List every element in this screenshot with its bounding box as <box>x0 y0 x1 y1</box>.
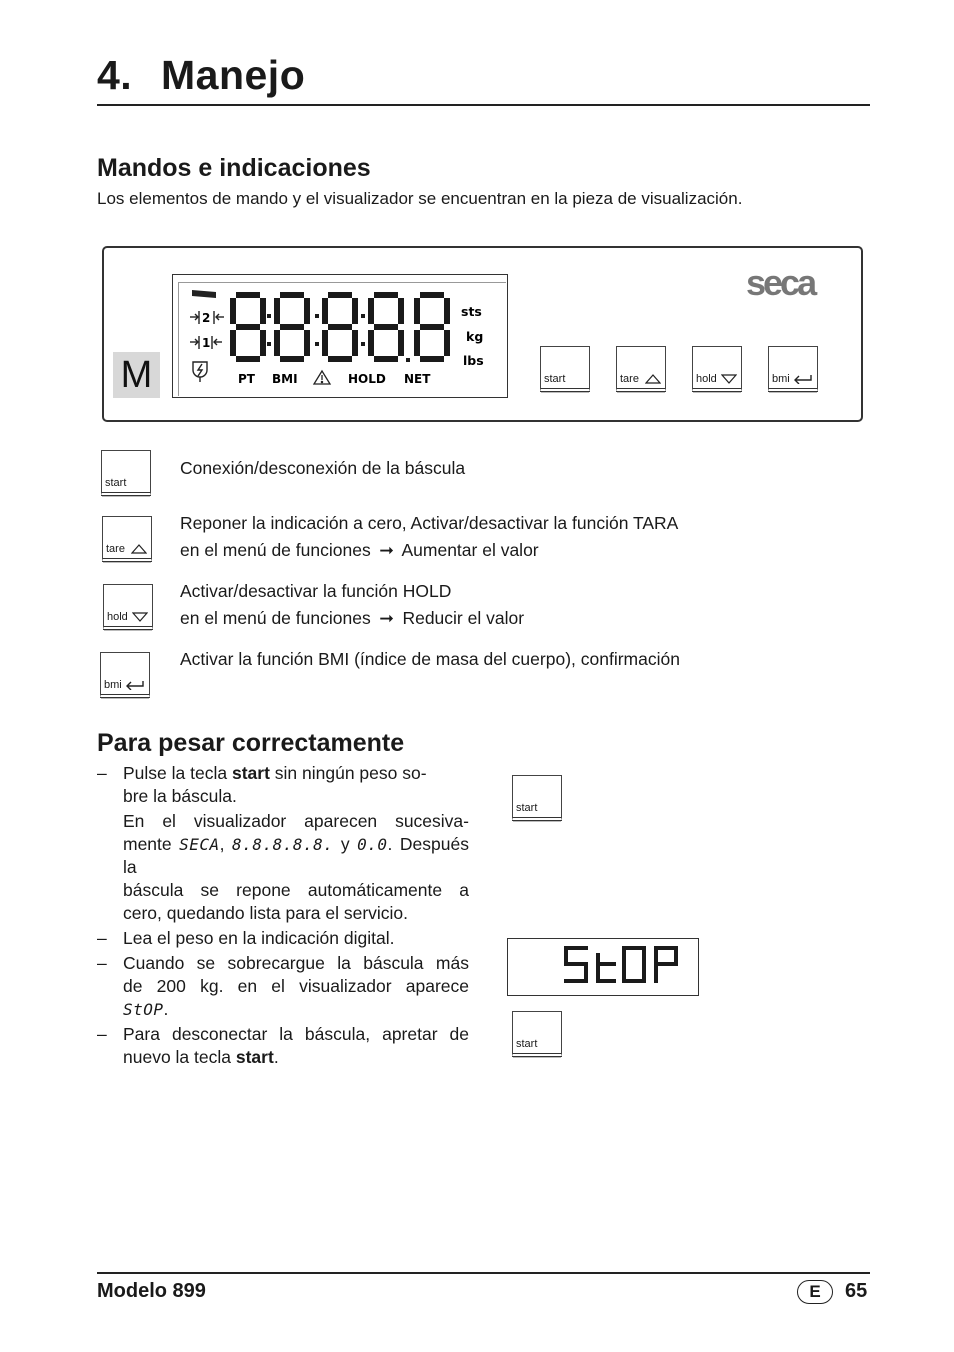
lcd-segment <box>322 298 328 324</box>
lcd-segment <box>374 356 398 362</box>
footer-model: Modelo 899 <box>97 1280 206 1302</box>
triangle-down-icon <box>721 374 737 384</box>
lcd-segment <box>260 330 266 356</box>
seg-eights: 8.8.8.8.8. <box>232 835 334 854</box>
lcd-segment <box>444 330 450 356</box>
lcd-colon-dot <box>267 342 271 346</box>
weighing-instructions <box>97 762 469 1069</box>
bracket-2-label: 2 <box>202 311 211 325</box>
seg-zero: 0.0 <box>357 835 388 854</box>
chapter-title <box>97 52 305 99</box>
panel-start-key[interactable] <box>540 346 590 392</box>
section-intro: Los elementos de mando y el visualizador se encuentran en la pieza de visualización. <box>97 189 743 208</box>
hold-key-description <box>180 578 524 632</box>
lcd-segment <box>260 298 266 324</box>
start-key-illustration[interactable] <box>512 775 562 821</box>
lcd-segment <box>414 298 420 324</box>
menu-text: en el menú de funciones <box>180 540 371 560</box>
page-number: 65 <box>845 1280 868 1302</box>
lcd-segment <box>398 298 404 324</box>
hold-key[interactable] <box>103 584 153 630</box>
lcd-segment <box>420 356 444 362</box>
lcd-segment <box>368 298 374 324</box>
lcd-segment <box>398 330 404 356</box>
triangle-down-icon <box>132 612 148 622</box>
lcd-segment <box>274 298 280 324</box>
lcd-segment <box>236 356 260 362</box>
tare-key[interactable] <box>102 516 152 562</box>
lcd-segment <box>420 292 444 298</box>
lcd-segment <box>420 324 444 330</box>
lcd-colon-dot <box>315 342 319 346</box>
lcd-colon-dot <box>361 314 365 318</box>
warning-icon <box>314 371 330 384</box>
lcd-segment <box>280 292 304 298</box>
key-label: start <box>105 477 127 489</box>
section-heading-controls: Mandos e indicaciones <box>97 154 371 182</box>
description-line: Activar la función BMI (índice de masa del cuerpo), confirmación <box>180 649 680 669</box>
enter-arrow-icon <box>125 680 145 690</box>
bmi-key-description <box>180 646 680 673</box>
list-item: – Cuando se sobrecargue la báscula más de 200 kg. en el visualizador aparece StOP. <box>97 953 469 1019</box>
lcd-segment <box>280 356 304 362</box>
lcd-segment <box>236 324 260 330</box>
lcd-segments <box>180 284 500 392</box>
lcd-segment <box>304 330 310 356</box>
lcd-segment <box>230 330 236 356</box>
arrow-result-text: Reducir el valor <box>402 608 525 628</box>
lcd-segment <box>322 330 328 356</box>
seg-seca: SECA <box>179 835 220 854</box>
tare-key-description <box>180 510 678 564</box>
key-label: start <box>544 373 566 385</box>
header-rule <box>97 104 870 106</box>
language-badge: E <box>797 1280 833 1304</box>
description-line-2 <box>180 605 524 632</box>
lcd-segment <box>352 298 358 324</box>
unit-kg: kg <box>466 329 484 344</box>
seca-logo: seca <box>746 262 815 303</box>
lcd-colon-dot <box>267 314 271 318</box>
plug-icon <box>193 362 207 382</box>
unit-lbs: lbs <box>463 353 484 368</box>
start-key-description <box>180 455 465 482</box>
description-line-2 <box>180 537 678 564</box>
bmi-key[interactable] <box>100 652 150 698</box>
list-item: – Pulse la tecla start sin ningún peso so- bre la báscula. En el visualizador aparecen sucesiva- mente SECA, 8.8.8.8.8. y 0.0. Después la báscula se repone automáticamente a cero, quedando lista para el servicio. <box>97 763 469 923</box>
lcd-decimal-dot <box>406 358 410 362</box>
section-heading-weighing: Para pesar correctamente <box>97 729 405 757</box>
lcd-colon-dot <box>315 314 319 318</box>
seg-stop: StOP <box>123 1000 164 1019</box>
list-item: – Para desconectar la báscula, apretar de nuevo la tecla start. <box>97 1024 469 1067</box>
key-label: start <box>516 802 538 814</box>
right-arrow-icon: ➞ <box>379 540 394 560</box>
indicator-net: NET <box>404 372 431 386</box>
key-label: bmi <box>772 373 790 385</box>
lcd-segment <box>236 292 260 298</box>
key-label: start <box>516 1038 538 1050</box>
battery-icon <box>192 290 216 298</box>
key-label: hold <box>696 373 717 385</box>
key-label: hold <box>107 611 128 623</box>
lcd-segment <box>368 330 374 356</box>
lcd-colon-dot <box>361 342 365 346</box>
lcd-segment <box>328 324 352 330</box>
enter-arrow-icon <box>793 374 813 384</box>
lcd-segment <box>274 330 280 356</box>
lcd-segment <box>280 324 304 330</box>
lcd-segment <box>352 330 358 356</box>
chapter-name: Manejo <box>161 52 306 98</box>
stop-segments <box>508 939 697 994</box>
description-line: Reponer la indicación a cero, Activar/desactivar la función TARA <box>180 513 679 533</box>
list-item: – Lea el peso en la indicación digital. <box>97 928 395 948</box>
lcd-segment <box>414 330 420 356</box>
key-label: tare <box>620 373 639 385</box>
indicator-pt: PT <box>238 372 255 386</box>
triangle-up-icon <box>645 374 661 384</box>
panel-hold-key[interactable] <box>692 346 742 392</box>
lcd-digit-group <box>230 292 450 362</box>
arrow-result-text: Aumentar el valor <box>401 540 539 560</box>
triangle-up-icon <box>131 544 147 554</box>
lcd-segment <box>374 292 398 298</box>
lcd-segment <box>230 298 236 324</box>
m-button[interactable]: M <box>113 352 160 398</box>
bracket-1-label: 1 <box>202 336 211 350</box>
menu-text: en el menú de funciones <box>180 608 371 628</box>
lcd-segment <box>374 324 398 330</box>
lcd-segment <box>328 356 352 362</box>
key-label: bmi <box>104 679 122 691</box>
start-key[interactable] <box>101 450 151 496</box>
description-line: Conexión/desconexión de la báscula <box>180 458 466 478</box>
lcd-segment <box>304 298 310 324</box>
panel-bmi-key[interactable] <box>768 346 818 392</box>
panel-tare-key[interactable] <box>616 346 666 392</box>
description-line: Activar/desactivar la función HOLD <box>180 581 452 601</box>
stop-display <box>507 938 699 996</box>
indicator-hold: HOLD <box>348 372 386 386</box>
lcd-segment <box>444 298 450 324</box>
right-arrow-icon: ➞ <box>379 608 394 628</box>
indicator-bmi: BMI <box>272 372 298 386</box>
unit-sts: sts <box>461 304 482 319</box>
chapter-number: 4. <box>97 52 133 98</box>
start-key-illustration-2[interactable] <box>512 1011 562 1057</box>
footer-rule <box>97 1272 870 1274</box>
key-label: tare <box>106 543 125 555</box>
lcd-segment <box>328 292 352 298</box>
